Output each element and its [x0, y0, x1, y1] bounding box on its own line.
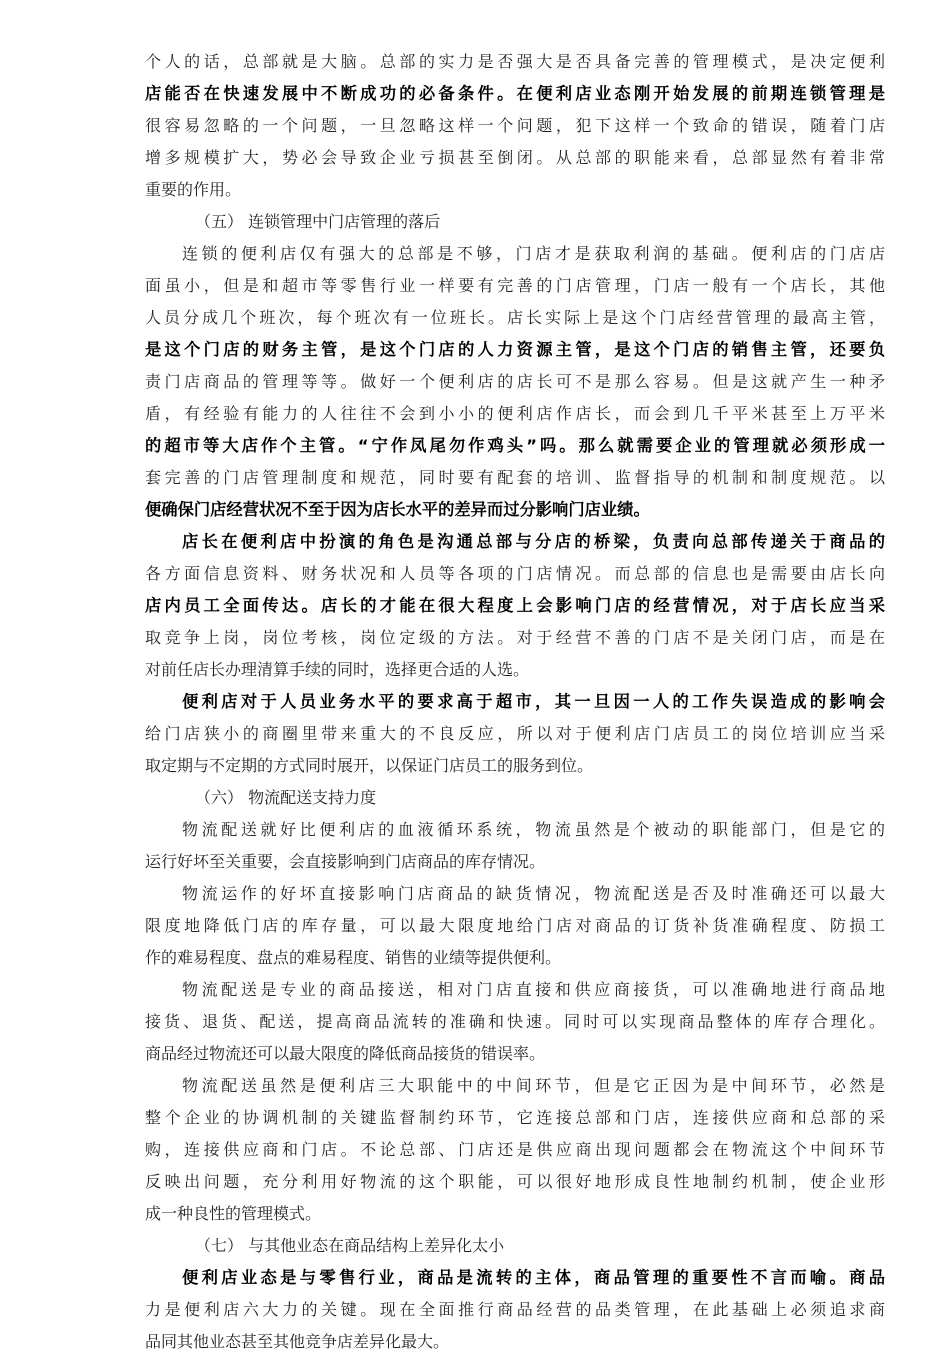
text-line: 取竞争上岗，岗位考核，岗位定级的方法。对于经营不善的门店不是关闭门店，而是在 — [145, 628, 885, 647]
text-line: 是这个门店的财务主管，是这个门店的人力资源主管，是这个门店的销售主管，还要负 — [145, 340, 885, 359]
text-line: 接货、退货、配送，提高商品流转的准确和快速。同时可以实现商品整体的库存合理化。 — [145, 1012, 885, 1031]
text-line: 店能否在快速发展中不断成功的必备条件。在便利店业态刚开始发展的前期连锁管理是 — [145, 84, 885, 103]
text-line: 反映出问题，充分利用好物流的这个职能，可以很好地形成良性地制约机制，使企业形 — [145, 1172, 885, 1191]
text-line: 运行好坏至关重要，会直接影响到门店商品的库存情况。 — [145, 852, 546, 871]
text-line: 重要的作用。 — [145, 180, 242, 199]
text-line: 店内员工全面传达。店长的才能在很大程度上会影响门店的经营情况，对于店长应当采 — [145, 596, 885, 615]
text-line: 连锁的便利店仅有强大的总部是不够，门店才是获取利润的基础。便利店的门店店 — [182, 244, 885, 263]
text-line: 便利店对于人员业务水平的要求高于超市，其一旦因一人的工作失误造成的影响会 — [182, 692, 885, 711]
text-line: 整个企业的协调机制的关键监督制约环节，它连接总部和门店，连接供应商和总部的采 — [145, 1108, 885, 1127]
text-line: 便确保门店经营状况不至于因为店长水平的差异而过分影响门店业绩。 — [145, 500, 650, 519]
section-heading: （五） 连锁管理中门店管理的落后 — [195, 212, 441, 231]
document-page — [145, 46, 885, 1358]
text-line: 各方面信息资料、财务状况和人员等各项的门店情况。而总部的信息也是需要由店长向 — [145, 564, 885, 583]
text-line: 增多规模扩大，势必会导致企业亏损甚至倒闭。从总部的职能来看，总部显然有着非常 — [145, 148, 885, 167]
text-line: 人员分成几个班次，每个班次有一位班长。店长实际上是这个门店经营管理的最高主管， — [145, 308, 885, 327]
text-line: 购，连接供应商和门店。不论总部、门店还是供应商出现问题都会在物流这个中间环节 — [145, 1140, 885, 1159]
text-line: 盾，有经验有能力的人往往不会到小小的便利店作店长，而会到几千平米甚至上万平米 — [145, 404, 885, 423]
text-line: 物流运作的好坏直接影响门店商品的缺货情况，物流配送是否及时准确还可以最大 — [182, 884, 885, 903]
text-line: 套完善的门店管理制度和规范，同时要有配套的培训、监督指导的机制和制度规范。以 — [145, 468, 885, 487]
section-heading: （六） 物流配送支持力度 — [195, 788, 377, 807]
text-line: 给门店狭小的商圈里带来重大的不良反应，所以对于便利店门店员工的岗位培训应当采 — [145, 724, 885, 743]
text-line: 便利店业态是与零售行业，商品是流转的主体，商品管理的重要性不言而喻。商品 — [182, 1268, 885, 1287]
text-line: 限度地降低门店的库存量，可以最大限度地给门店对商品的订货补货准确程度、防损工 — [145, 916, 885, 935]
text-line: 取定期与不定期的方式同时展开，以保证门店员工的服务到位。 — [145, 756, 594, 775]
text-line: 责门店商品的管理等等。做好一个便利店的店长可不是那么容易。但是这就产生一种矛 — [145, 372, 885, 391]
text-line: 个人的话，总部就是大脑。总部的实力是否强大是否具备完善的管理模式，是决定便利 — [145, 52, 885, 71]
text-line: 成一种良性的管理模式。 — [145, 1204, 322, 1223]
text-line: 物流配送是专业的商品接送，相对门店直接和供应商接货，可以准确地进行商品地 — [182, 980, 885, 999]
text-line: 物流配送就好比便利店的血液循环系统，物流虽然是个被动的职能部门，但是它的 — [182, 820, 885, 839]
text-line: 作的难易程度、盘点的难易程度、销售的业绩等提供便利。 — [145, 948, 562, 967]
text-line: 对前任店长办理清算手续的同时，选择更合适的人选。 — [145, 660, 530, 679]
text-line: 面虽小，但是和超市等零售行业一样要有完善的门店管理，门店一般有一个店长，其他 — [145, 276, 885, 295]
section-heading: （七） 与其他业态在商品结构上差异化太小 — [195, 1236, 505, 1255]
text-line: 商品经过物流还可以最大限度的降低商品接货的错误率。 — [145, 1044, 546, 1063]
text-line: 物流配送虽然是便利店三大职能中的中间环节，但是它正因为是中间环节，必然是 — [182, 1076, 885, 1095]
text-line: 很容易忽略的一个问题，一旦忽略这样一个问题，犯下这样一个致命的错误，随着门店 — [145, 116, 885, 135]
text-line: 店长在便利店中扮演的角色是沟通总部与分店的桥梁，负责向总部传递关于商品的 — [182, 532, 885, 551]
text-line: 的超市等大店作个主管。“宁作凤尾勿作鸡头”吗。那么就需要企业的管理就必须形成一 — [145, 436, 885, 455]
text-line: 品同其他业态甚至其他竞争店差异化最大。 — [145, 1332, 450, 1351]
text-line: 力是便利店六大力的关键。现在全面推行商品经营的品类管理，在此基础上必须追求商 — [145, 1300, 885, 1319]
